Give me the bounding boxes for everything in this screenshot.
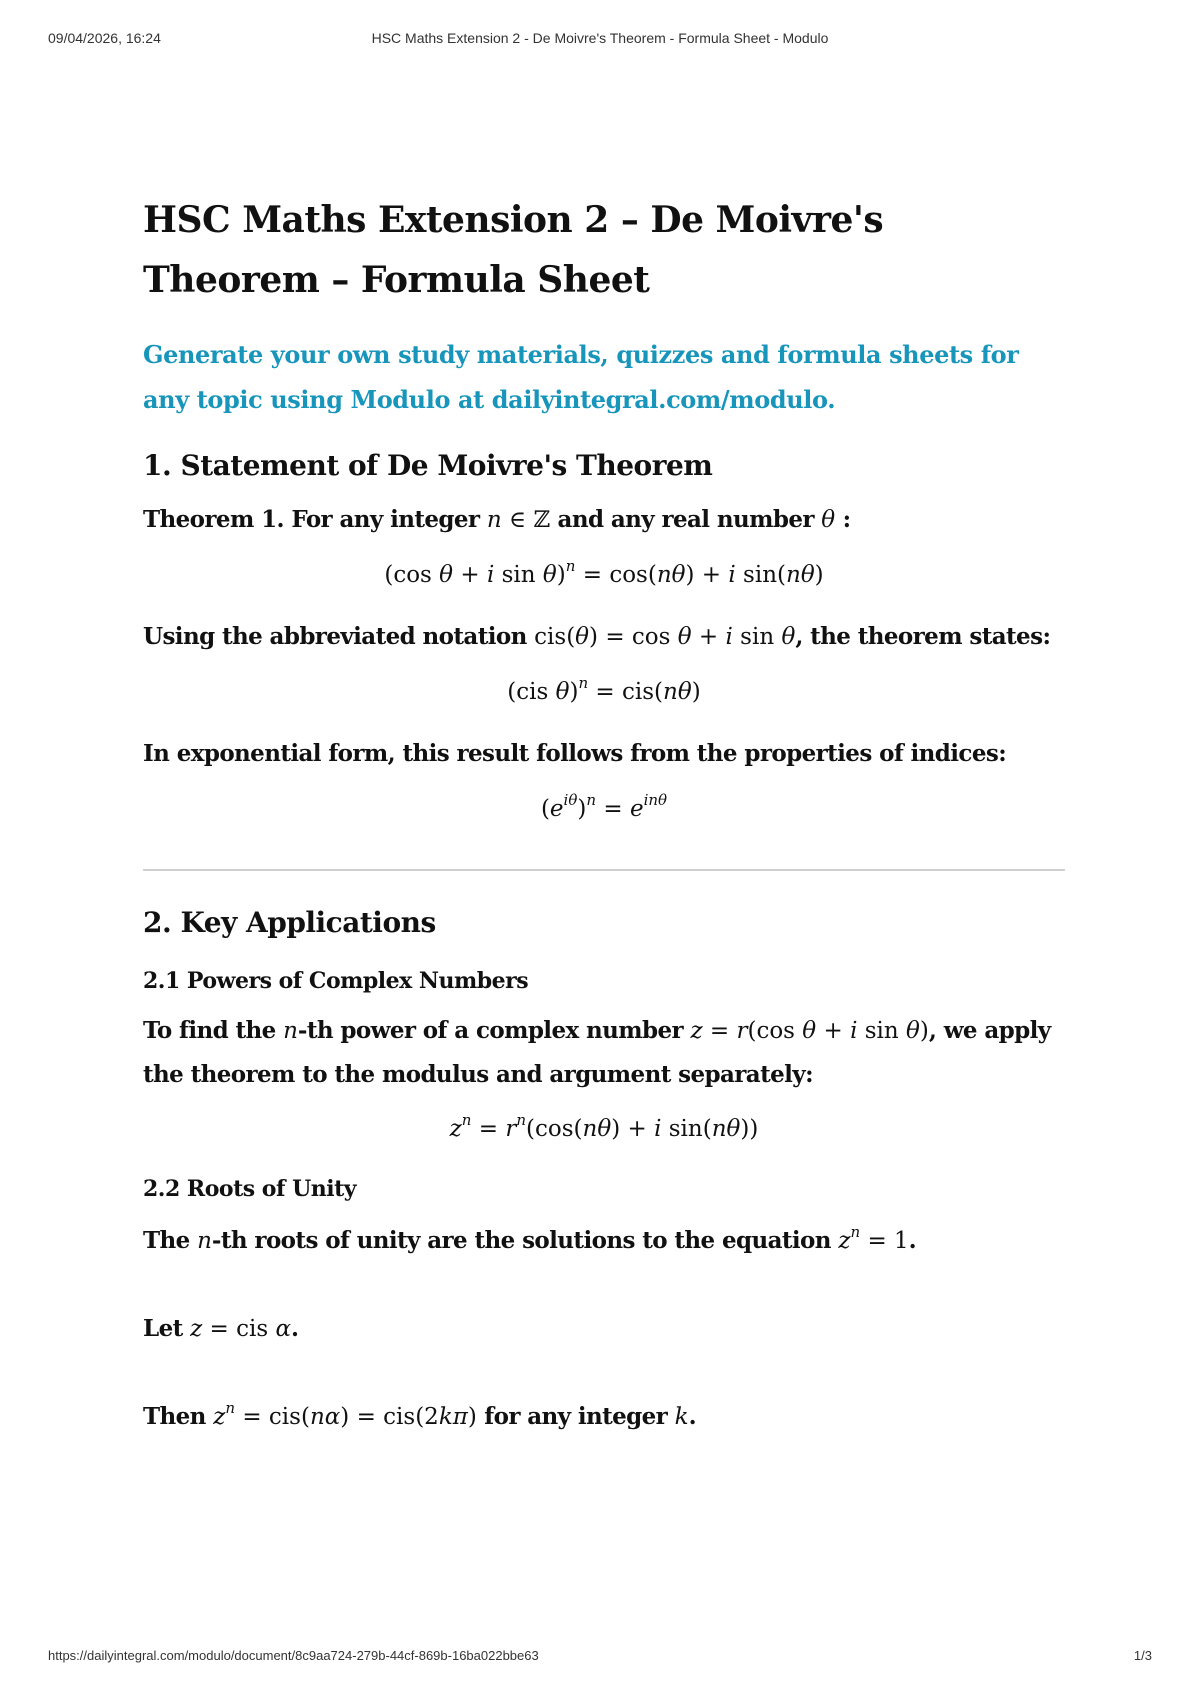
document-body — [143, 190, 1065, 1439]
subsection-2-1-heading: 2.1 Powers of Complex Numbers — [143, 968, 529, 994]
math-z-cis-alpha: z = cis α — [190, 1316, 291, 1342]
math-z-polar: z = r(cos θ + i sin θ) — [690, 1018, 929, 1044]
math-n: n — [197, 1228, 212, 1254]
notation-text: Using the abbreviated notation cis(θ) = cos θ + i sin θ, the theorem states: — [143, 623, 1051, 650]
math-n: n — [283, 1018, 298, 1044]
print-datetime: 09/04/2026, 16:24 — [48, 30, 161, 46]
roots-line-1: The n-th roots of unity are the solutions to the equation $z^n = 1$. — [143, 1223, 917, 1254]
section-1-heading: 1. Statement of De Moivre's Theorem — [143, 449, 713, 482]
section-divider — [143, 869, 1065, 871]
equation-power: $z^n = r^n(\cos(n\theta) + i$ sin(nθ)) — [449, 1111, 759, 1142]
math-n-in-Z: n ∈ ℤ — [486, 507, 551, 533]
math-zn-cis: $z^n = cis(n\alpha) = cis(2k\pi)$ — [213, 1399, 477, 1430]
print-footer — [48, 1648, 1152, 1670]
section-2-heading: 2. Key Applications — [143, 906, 436, 939]
theorem-label: Theorem 1. — [143, 506, 284, 533]
math-k: k — [674, 1404, 689, 1430]
subsection-2-2-heading: 2.2 Roots of Unity — [143, 1176, 357, 1202]
math-zn-equals-1: $z^n = 1$ — [838, 1223, 909, 1254]
equation-de-moivre: (cos θ + i sin θ)$^n$ = cos(nθ) + i sin(nθ) — [384, 557, 824, 588]
equation-cis-form: (cis θ)$^n$ = cis(nθ) — [507, 674, 701, 705]
exponential-text: In exponential form, this result follows from the properties of indices: — [143, 740, 1007, 767]
math-cis-definition: cis(θ) = cos θ + i sin θ — [534, 624, 796, 650]
roots-line-3: Then $z^n = cis(n\alpha) = cis(2k\pi)$ for any integer k. — [143, 1399, 696, 1430]
print-page-title: HSC Maths Extension 2 - De Moivre's Theorem - Formula Sheet - Modulo — [371, 30, 829, 46]
math-theta: θ — [821, 507, 836, 533]
page-number: 1/3 — [1133, 1648, 1152, 1663]
equation-exponential-form: $(e^{i\theta})^n = e^{in\theta}$ — [540, 791, 668, 822]
print-url: https://dailyintegral.com/modulo/document/8c9aa724-279b-44cf-869b-16ba022bbe63 — [48, 1648, 539, 1663]
powers-text: To find the n-th power of a complex number z = r(cos θ + i sin θ), we apply the theorem to the modulus and argument separately: — [143, 1017, 1051, 1088]
roots-line-2: Let z = cis α. — [143, 1315, 299, 1342]
promo-link[interactable]: Generate your own study materials, quizzes and formula sheets for any topic using Modulo at dailyintegral.com/modulo. — [143, 340, 1019, 414]
print-header — [48, 30, 1152, 52]
theorem-statement: Theorem 1. For any integer n ∈ ℤ and any real number θ : — [143, 506, 851, 533]
document-title: HSC Maths Extension 2 – De Moivre's Theorem – Formula Sheet — [143, 199, 884, 301]
